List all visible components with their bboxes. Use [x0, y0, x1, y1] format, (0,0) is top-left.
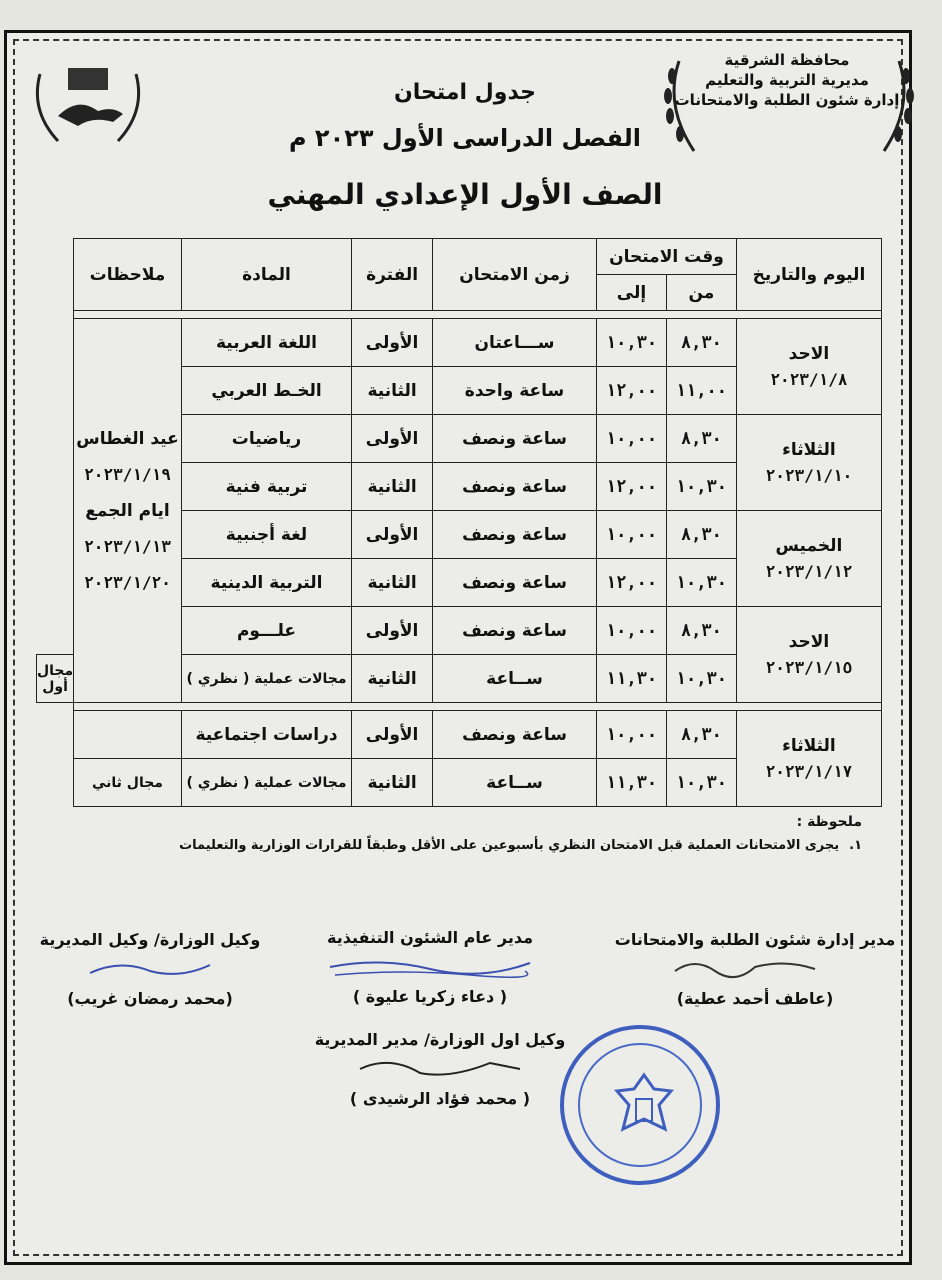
to-cell: ١٢,٠٠ [597, 559, 667, 607]
duration-cell: ساعة واحدة [432, 367, 596, 415]
signer-name: ( دعاء زكريا عليوة ) [352, 987, 508, 1006]
signer-name: (محمد رمضان غريب) [67, 989, 233, 1008]
duration-cell: ساعة ونصف [432, 415, 596, 463]
signature-block-undersecretary [20, 930, 280, 1008]
from-cell: ٨,٣٠ [666, 415, 736, 463]
duration-cell: ساعة ونصف [432, 607, 596, 655]
grade-title: الصف الأول الإعدادي المهني [267, 178, 663, 211]
subject-cell: دراسات اجتماعية [181, 711, 351, 759]
note-cell: مجال أول [37, 655, 74, 703]
day-cell: الاحد ٢٠٢٣/١/٨ [736, 319, 881, 415]
from-cell: ٨,٣٠ [666, 319, 736, 367]
handwritten-signature-icon [320, 947, 540, 983]
from-cell: ١٠,٣٠ [666, 655, 736, 703]
notes-label: ملحوظة : [796, 814, 862, 830]
to-cell: ١١,٣٠ [597, 655, 667, 703]
official-stamp [560, 1025, 720, 1185]
from-cell: ٨,٣٠ [666, 511, 736, 559]
handwritten-signature-icon [70, 949, 230, 985]
period-cell: الأولى [352, 607, 433, 655]
subject-cell: تربية فنية [181, 463, 351, 511]
to-cell: ١٠,٠٠ [597, 415, 667, 463]
signer-name: (عاطف أحمد عطية) [676, 989, 834, 1008]
from-cell: ١٠,٣٠ [666, 759, 736, 807]
note-text: يجرى الامتحانات العملية قبل الامتحان النظري بأسبوعين على الأقل وطبقاً للقرارات الوزارية والتعليمات [179, 838, 840, 853]
period-cell: الثانية [352, 463, 433, 511]
subject-cell: مجالات عملية ( نظري ) [181, 759, 351, 807]
header-day-date: اليوم والتاريخ [736, 239, 881, 311]
day-cell: الثلاثاء ٢٠٢٣/١/١٧ [736, 711, 881, 807]
to-cell: ١٢,٠٠ [597, 367, 667, 415]
note-number: ١. [849, 838, 862, 853]
period-cell: الأولى [352, 711, 433, 759]
to-cell: ١١,٣٠ [597, 759, 667, 807]
period-cell: الثانية [352, 367, 433, 415]
duration-cell: ساعة ونصف [432, 463, 596, 511]
header-from: من [666, 275, 736, 311]
header-exam-time: وقت الامتحان [597, 239, 737, 275]
directorate-text: مديرية التربية والتعليم [705, 71, 869, 89]
signer-title: وكيل اول الوزارة/ مدير المديرية [314, 1030, 566, 1049]
table-row [37, 319, 882, 367]
period-cell: الأولى [352, 511, 433, 559]
subject-cell: اللغة العربية [181, 319, 351, 367]
header-subject: المادة [181, 239, 351, 311]
signer-title: مدير إدارة شئون الطلبة والامتحانات [614, 930, 896, 949]
subject-cell: رياضيات [181, 415, 351, 463]
handwritten-signature-icon [655, 949, 855, 985]
note-cell [74, 711, 182, 759]
period-cell: الثانية [352, 559, 433, 607]
day-cell: الخميس ٢٠٢٣/١/١٢ [736, 511, 881, 607]
subject-cell: التربية الدينية [181, 559, 351, 607]
subject-cell: لغة أجنبية [181, 511, 351, 559]
from-cell: ١٠,٣٠ [666, 463, 736, 511]
governorate-text: محافظة الشرقية [724, 51, 850, 69]
subject-cell: الخـط العربي [181, 367, 351, 415]
doc-title: جدول امتحان [393, 80, 537, 105]
subject-cell: مجالات عملية ( نظري ) [181, 655, 351, 703]
header-notes: ملاحظات [74, 239, 182, 311]
to-cell: ١٠,٠٠ [597, 711, 667, 759]
doc-subtitle: الفصل الدراسى الأول ٢٠٢٣ م [288, 124, 642, 152]
period-cell: الثانية [352, 759, 433, 807]
signer-name: ( محمد فؤاد الرشيدى ) [349, 1089, 531, 1108]
holidays-note: عيد الغطاس ٢٠٢٣/١/١٩ ايام الجمع ٢٠٢٣/١/١٣ ٢٠٢٣/١/٢٠ [74, 319, 182, 703]
period-cell: الأولى [352, 319, 433, 367]
day-cell: الثلاثاء ٢٠٢٣/١/١٠ [736, 415, 881, 511]
table-row [37, 711, 882, 759]
ministry-logo-icon [28, 56, 148, 152]
header-duration: زمن الامتحان [432, 239, 596, 311]
department-text: إدارة شئون الطلبة والامتحانات [674, 91, 900, 109]
notes-section [82, 814, 862, 853]
signature-block-affairs [600, 930, 910, 1008]
eagle-emblem-icon [609, 1069, 679, 1149]
signature-block-director [300, 1030, 580, 1108]
duration-cell: ساعة ونصف [432, 559, 596, 607]
from-cell: ٨,٣٠ [666, 711, 736, 759]
signer-title: مدير عام الشئون التنفيذية [326, 928, 534, 947]
to-cell: ١٠,٠٠ [597, 511, 667, 559]
period-cell: الأولى [352, 415, 433, 463]
day-cell: الاحد ٢٠٢٣/١/١٥ [736, 607, 881, 703]
duration-cell: ســاعة [432, 759, 596, 807]
note-item [82, 838, 862, 853]
header-authority [672, 50, 902, 110]
header-period: الفترة [352, 239, 433, 311]
to-cell: ١٠,٠٠ [597, 607, 667, 655]
to-cell: ١٠,٣٠ [597, 319, 667, 367]
subject-cell: علـــوم [181, 607, 351, 655]
note-cell: مجال ثاني [74, 759, 182, 807]
header-to: إلى [597, 275, 667, 311]
signer-title: وكيل الوزارة/ وكيل المديرية [39, 930, 261, 949]
period-cell: الثانية [352, 655, 433, 703]
duration-cell: ساعة ونصف [432, 511, 596, 559]
exam-schedule-table [36, 238, 882, 807]
duration-cell: ساعة ونصف [432, 711, 596, 759]
to-cell: ١٢,٠٠ [597, 463, 667, 511]
from-cell: ١٠,٣٠ [666, 559, 736, 607]
handwritten-signature-icon [340, 1049, 540, 1085]
table-spacer [74, 311, 882, 319]
table-spacer [74, 703, 882, 711]
signature-block-executive [300, 928, 560, 1006]
from-cell: ١١,٠٠ [666, 367, 736, 415]
duration-cell: ســـاعتان [432, 319, 596, 367]
from-cell: ٨,٣٠ [666, 607, 736, 655]
duration-cell: ســاعة [432, 655, 596, 703]
